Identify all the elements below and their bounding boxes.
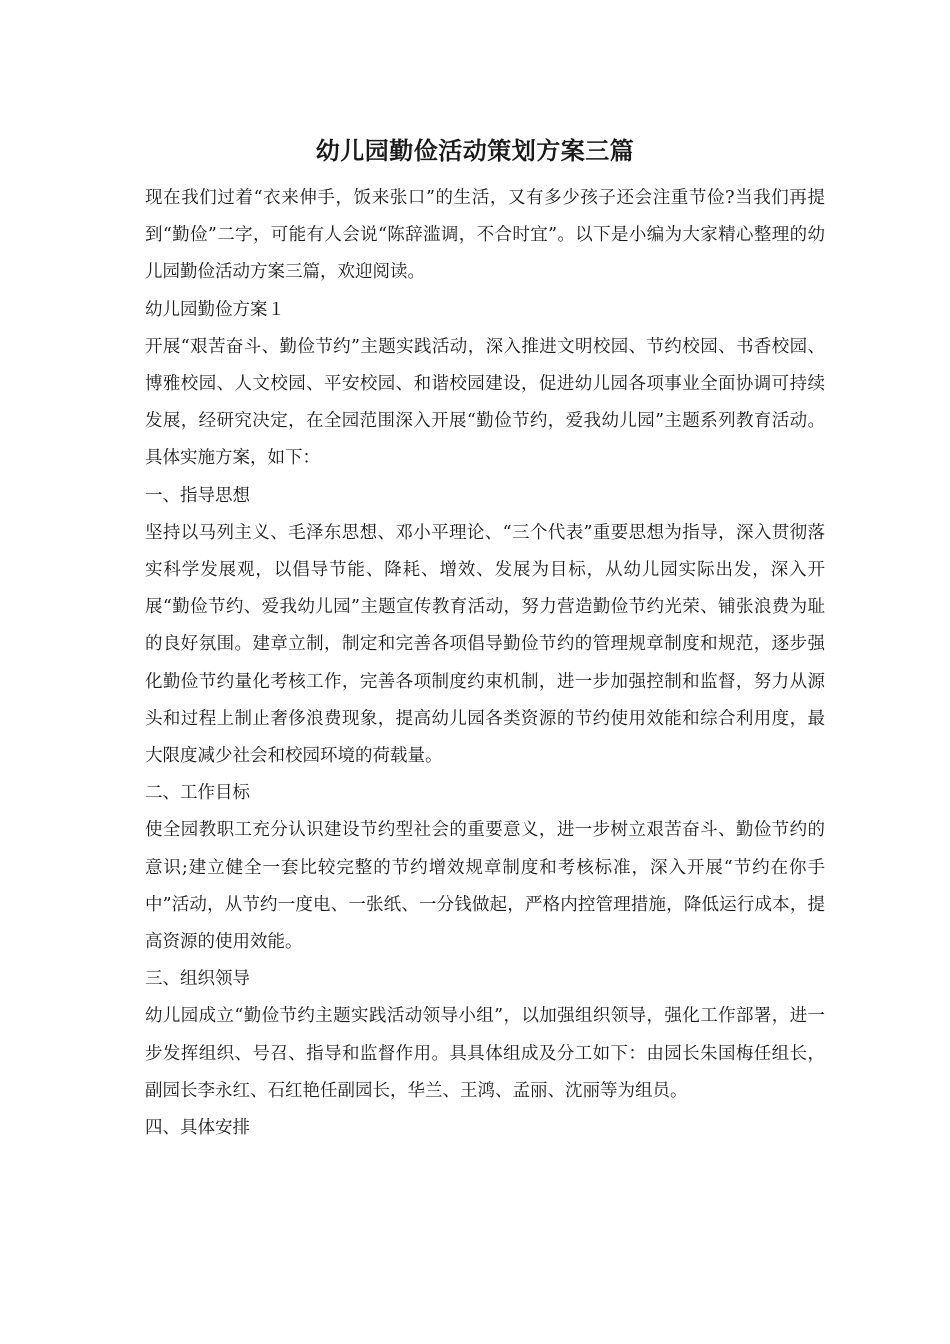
heading-specific-arrangements: 四、具体安排 bbox=[145, 1118, 250, 1139]
heading-organization-leadership: 三、组织领导 bbox=[145, 969, 250, 990]
document-body bbox=[145, 180, 825, 1147]
heading-guiding-ideology: 一、指导思想 bbox=[145, 485, 250, 506]
guiding-ideology-paragraph: 坚持以马列主义、毛泽东思想、邓小平理论、“三个代表”重要思想为指导，深入贯彻落实科学发展观，以倡导节能、降耗、增效、发展为目标，从幼儿园实际出发，深入开展“勤俭节约、爱我幼儿园”主题宣传教育活动，努力营造勤俭节约光荣、铺张浪费为耻的良好氛围。建章立制，制定和完善各项倡导勤俭节约的管理规章制度和规范，逐步强化勤俭节约量化考核工作，完善各项制度约束机制，进一步加强控制和监督，努力从源头和过程上制止奢侈浪费现象，提高幼儿园各类资源的节约使用效能和综合利用度，最大限度减少社会和校园环境的荷载量。 bbox=[145, 522, 825, 767]
intro-paragraph: 现在我们过着“衣来伸手，饭来张口”的生活，又有多少孩子还会注重节俭?当我们再提到“勤俭”二字，可能有人会说“陈辞滥调，不合时宜”。以下是小编为大家精心整理的幼儿园勤俭活动方案三篇，欢迎阅读。 bbox=[145, 188, 825, 283]
work-goals-paragraph: 使全园教职工充分认识建设节约型社会的重要意义，进一步树立艰苦奋斗、勤俭节约的意识;建立健全一套比较完整的节约增效规章制度和考核标准，深入开展“节约在你手中”活动，从节约一度电、一张纸、一分钱做起，严格内控管理措施，降低运行成本，提高资源的使用效能。 bbox=[145, 820, 825, 953]
plan-1-intro-paragraph: 开展“艰苦奋斗、勤俭节约”主题实践活动，深入推进文明校园、节约校园、书香校园、博雅校园、人文校园、平安校园、和谐校园建设，促进幼儿园各项事业全面协调可持续发展，经研究决定，在全园范围深入开展“勤俭节约，爱我幼儿园”主题系列教育活动。具体实施方案，如下： bbox=[145, 336, 825, 469]
heading-work-goals: 二、工作目标 bbox=[145, 783, 250, 804]
document-title: 幼儿园勤俭活动策划方案三篇 bbox=[315, 136, 635, 165]
organization-leadership-paragraph: 幼儿园成立“勤俭节约主题实践活动领导小组”，以加强组织领导，强化工作部署，进一步发挥组织、号召、指导和监督作用。具具体组成及分工如下：由园长朱国梅任组长，副园长李永红、石红艳任副园长，华兰、王鸿、孟丽、沈丽等为组员。 bbox=[145, 1006, 825, 1101]
section-heading-plan-1: 幼儿园勤俭方案１ bbox=[145, 299, 285, 320]
